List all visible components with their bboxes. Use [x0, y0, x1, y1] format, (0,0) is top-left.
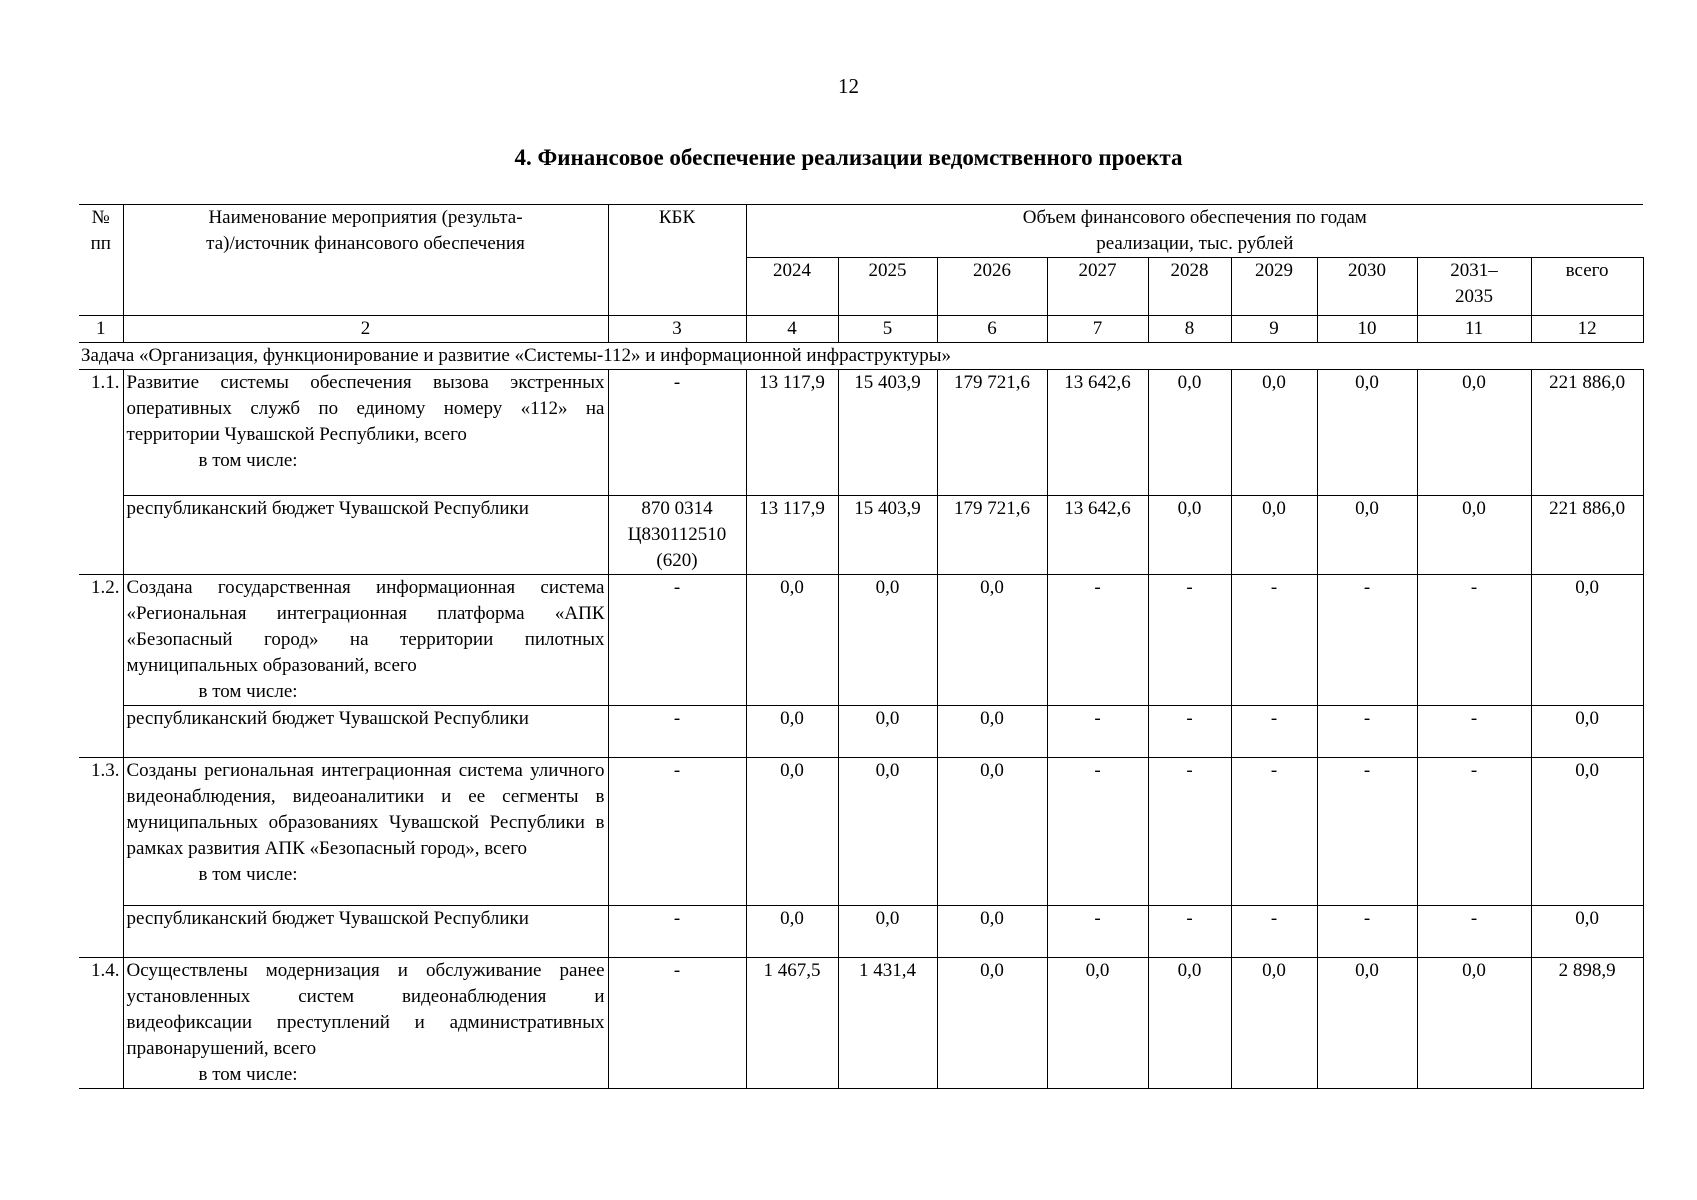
item-value: 1 431,4 — [838, 958, 937, 1089]
source-value: - — [1047, 706, 1148, 758]
item-value: - — [1317, 575, 1417, 706]
item-value: 1 467,5 — [746, 958, 838, 1089]
table-body — [79, 205, 1643, 1089]
source-value: - — [1047, 906, 1148, 958]
source-value: 13 117,9 — [746, 496, 838, 575]
item-value: 221 886,0 — [1531, 370, 1643, 496]
column-number-row — [79, 316, 1643, 343]
header-year: 2031– 2035 — [1417, 258, 1531, 316]
column-number: 6 — [937, 316, 1047, 343]
item-number: 1.2. — [79, 575, 123, 758]
item-value: 0,0 — [937, 575, 1047, 706]
header-volume: Объем финансового обеспечения по годам реализации, тыс. рублей — [746, 205, 1643, 258]
item-value: 0,0 — [1531, 575, 1643, 706]
in-total-label: в том числе: — [198, 450, 298, 471]
column-number: 12 — [1531, 316, 1643, 343]
source-value: 0,0 — [1531, 706, 1643, 758]
item-value: 0,0 — [1047, 958, 1148, 1089]
source-row — [79, 706, 1643, 758]
source-kbk: - — [608, 706, 746, 758]
source-value: 0,0 — [1317, 496, 1417, 575]
financing-table — [79, 204, 1644, 1089]
source-value: 0,0 — [937, 706, 1047, 758]
column-number: 2 — [123, 316, 608, 343]
item-value: 0,0 — [1148, 370, 1231, 496]
item-value: 0,0 — [1417, 370, 1531, 496]
item-name: Развитие системы обеспечения вызова экстренных оперативных служб по единому номеру «112» на территории Чувашской Республики, всего — [126, 372, 605, 445]
item-kbk: - — [608, 758, 746, 906]
item-value: - — [1148, 758, 1231, 906]
item-value: - — [1231, 575, 1317, 706]
column-number: 3 — [608, 316, 746, 343]
item-value: - — [1148, 575, 1231, 706]
header-year: всего — [1531, 258, 1643, 316]
item-value: 179 721,6 — [937, 370, 1047, 496]
column-number: 8 — [1148, 316, 1231, 343]
item-name-cell — [123, 958, 608, 1089]
item-value: - — [1047, 758, 1148, 906]
source-value: - — [1231, 706, 1317, 758]
column-number: 10 — [1317, 316, 1417, 343]
item-number: 1.1. — [79, 370, 123, 575]
source-name: республиканский бюджет Чувашской Республики — [123, 496, 608, 575]
item-value: 2 898,9 — [1531, 958, 1643, 1089]
item-number: 1.4. — [79, 958, 123, 1089]
item-name-cell — [123, 370, 608, 496]
item-row — [79, 758, 1643, 906]
item-name-cell — [123, 758, 608, 906]
page-number: 12 — [838, 74, 859, 98]
header-row — [79, 205, 1643, 258]
item-value: 13 117,9 — [746, 370, 838, 496]
source-value: - — [1231, 906, 1317, 958]
column-number: 11 — [1417, 316, 1531, 343]
source-value: - — [1148, 906, 1231, 958]
item-value: 0,0 — [1317, 958, 1417, 1089]
item-value: 0,0 — [1317, 370, 1417, 496]
item-value: - — [1047, 575, 1148, 706]
source-value: 0,0 — [746, 906, 838, 958]
item-row — [79, 958, 1643, 1089]
in-total-label: в том числе: — [198, 1064, 298, 1085]
item-value: 0,0 — [746, 575, 838, 706]
source-value: 0,0 — [746, 706, 838, 758]
header-year: 2029 — [1231, 258, 1317, 316]
column-number: 5 — [838, 316, 937, 343]
column-number: 4 — [746, 316, 838, 343]
header-num: № пп — [79, 205, 123, 316]
source-name: республиканский бюджет Чувашской Республики — [123, 906, 608, 958]
source-value: 221 886,0 — [1531, 496, 1643, 575]
item-kbk: - — [608, 575, 746, 706]
item-value: 0,0 — [1148, 958, 1231, 1089]
source-row — [79, 496, 1643, 575]
item-value: 0,0 — [937, 958, 1047, 1089]
source-value: 0,0 — [838, 706, 937, 758]
item-number: 1.3. — [79, 758, 123, 958]
item-value: - — [1317, 758, 1417, 906]
item-value: 13 642,6 — [1047, 370, 1148, 496]
source-value: - — [1417, 906, 1531, 958]
item-name-cell — [123, 575, 608, 706]
item-value: - — [1231, 758, 1317, 906]
item-value: 0,0 — [1231, 958, 1317, 1089]
source-value: - — [1317, 706, 1417, 758]
item-value: 0,0 — [1417, 958, 1531, 1089]
source-value: - — [1317, 906, 1417, 958]
column-number: 9 — [1231, 316, 1317, 343]
item-row — [79, 575, 1643, 706]
header-year: 2026 — [937, 258, 1047, 316]
source-value: 0,0 — [1531, 906, 1643, 958]
item-value: - — [1417, 758, 1531, 906]
header-year: 2030 — [1317, 258, 1417, 316]
column-number: 7 — [1047, 316, 1148, 343]
task-row — [79, 343, 1643, 370]
item-value: 15 403,9 — [838, 370, 937, 496]
item-value: 0,0 — [838, 758, 937, 906]
source-value: 0,0 — [1231, 496, 1317, 575]
item-value: 0,0 — [838, 575, 937, 706]
item-value: - — [1417, 575, 1531, 706]
source-value: 13 642,6 — [1047, 496, 1148, 575]
header-name: Наименование мероприятия (результа- та)/источник финансового обеспечения — [123, 205, 608, 316]
source-name: республиканский бюджет Чувашской Республики — [123, 706, 608, 758]
source-kbk: 870 0314 Ц830112510 (620) — [608, 496, 746, 575]
item-value: 0,0 — [937, 758, 1047, 906]
header-kbk: КБК — [608, 205, 746, 316]
source-value: 0,0 — [937, 906, 1047, 958]
item-kbk: - — [608, 370, 746, 496]
column-number: 1 — [79, 316, 123, 343]
item-value: 0,0 — [1231, 370, 1317, 496]
task-title: Задача «Организация, функционирование и развитие «Системы-112» и информационной инфраструктуры» — [79, 343, 1643, 370]
section-title: 4. Финансовое обеспечение реализации ведомственного проекта — [514, 145, 1183, 170]
source-value: - — [1148, 706, 1231, 758]
in-total-label: в том числе: — [198, 864, 298, 885]
source-value: - — [1417, 706, 1531, 758]
header-year: 2028 — [1148, 258, 1231, 316]
item-name: Осуществлены модернизация и обслуживание ранее установленных систем видеонаблюдения и видеофиксации преступлений и административных правонарушений, всего — [126, 960, 605, 1059]
source-value: 179 721,6 — [937, 496, 1047, 575]
source-value: 0,0 — [1148, 496, 1231, 575]
source-row — [79, 906, 1643, 958]
source-kbk: - — [608, 906, 746, 958]
source-value: 15 403,9 — [838, 496, 937, 575]
item-kbk: - — [608, 958, 746, 1089]
source-value: 0,0 — [838, 906, 937, 958]
item-name: Созданы региональная интеграционная система уличного видеонаблюдения, видеоаналитики и ее сегменты в муниципальных образованиях Чувашской Республики в рамках развития АПК «Безопасный город», всего — [126, 760, 605, 859]
item-row — [79, 370, 1643, 496]
in-total-label: в том числе: — [198, 681, 298, 702]
source-value: 0,0 — [1417, 496, 1531, 575]
header-year: 2025 — [838, 258, 937, 316]
item-value: 0,0 — [746, 758, 838, 906]
item-value: 0,0 — [1531, 758, 1643, 906]
item-name: Создана государственная информационная система «Региональная интеграционная платформа «АПК «Безопасный город» на территории пилотных муниципальных образований, всего — [126, 577, 605, 676]
header-year: 2024 — [746, 258, 838, 316]
header-year: 2027 — [1047, 258, 1148, 316]
